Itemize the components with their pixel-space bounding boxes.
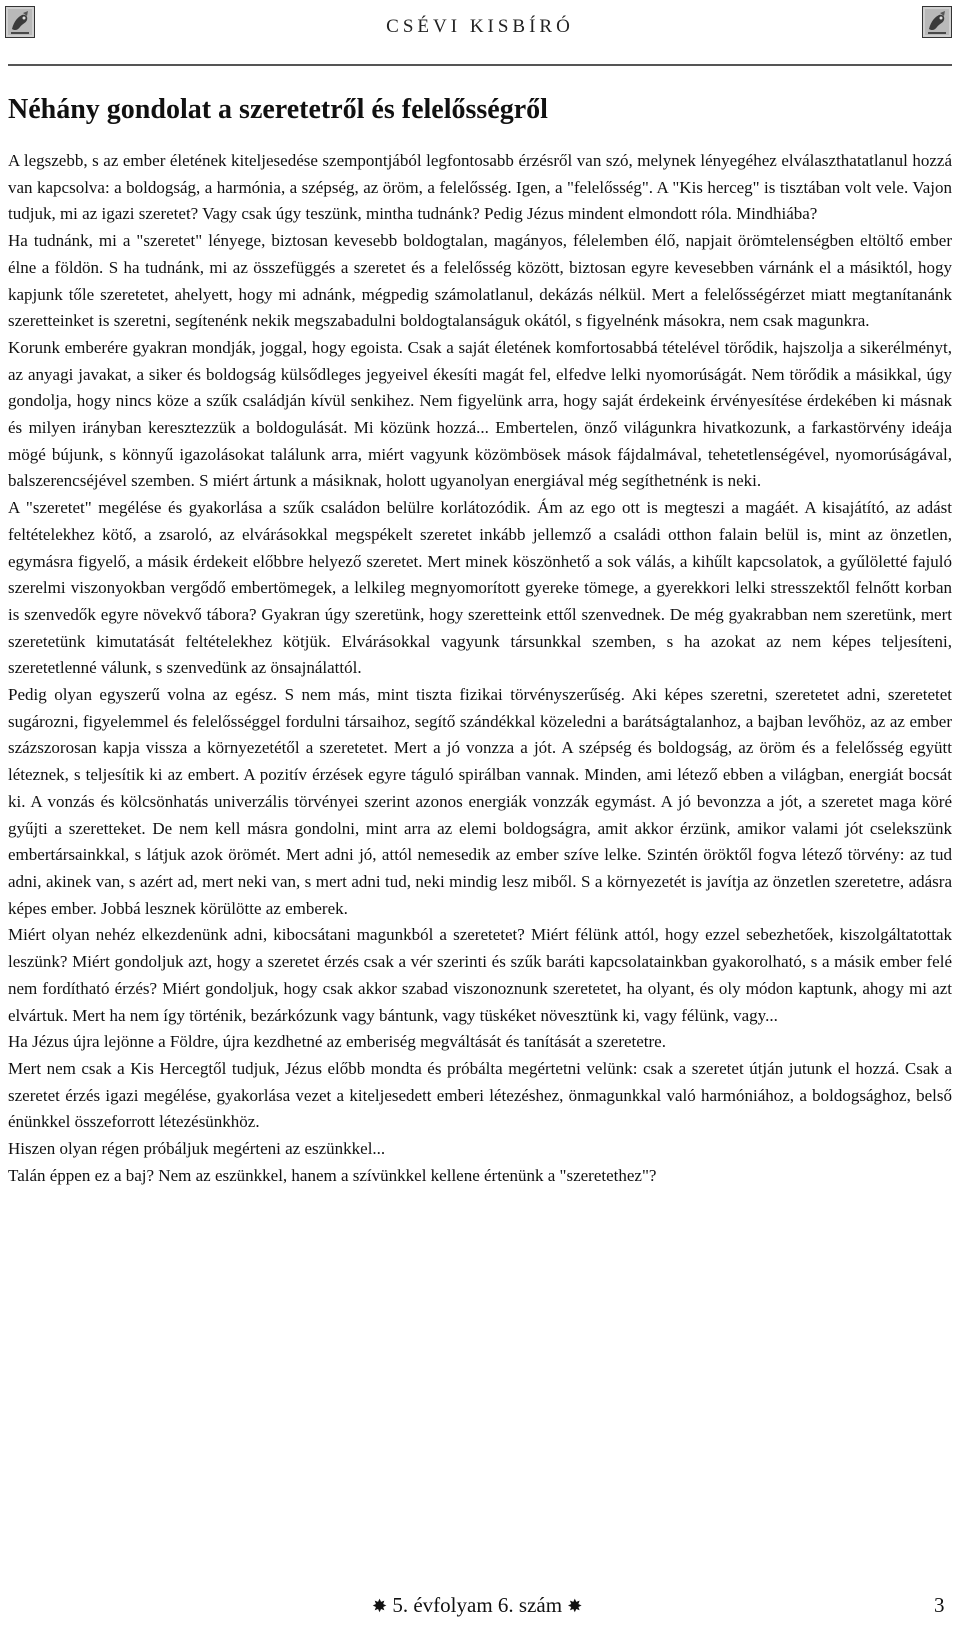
article-paragraph: Pedig olyan egyszerű volna az egész. S nem más, mint tiszta fizikai törvényszerűség. Aki képes szeretni, szeretetet adni, szeretetet sugározni, figyelemmel és felelősséggel fordulni társaihoz, segítő szándékkal közeledni a barátságtalanhoz, a bajban levőhöz, az az ember százszorosan kapja vissza a környezetétől a szeretetet. Mert a jó vonzza a jót. A szépség és boldogság, az öröm és a felelősség együtt léteznek, s teljesítik ki az embert. A pozitív érzések egyre táguló spirálban vannak. Minden, ami létező ebben a világban, energiát bocsát ki. A vonzás és kölcsönhatás univerzális törvényei szerint azonos energiák vonzzák egymást. A jó bevonzza a jót, a szeretet maga köré gyűjti a szeretteket. De nem kell másra gondolni, mint arra az elemi boldogságra, amit akkor érzünk, amikor valami jót cselekszünk embertársainkkal, s látjuk azok örömét. Mert adni jó, attól nemesedik az ember szíve lelke. Szintén öröktől fogva létező törvény: az tud adni, akinek van, s azért ad, mert neki van, s mert adni tud, neki mindig lesz miből. S a környezetét is javítja az önzetlen szeretetre, adásra képes ember. Jobbá lesznek körülötte az emberek. [8,685,952,918]
article-paragraph: A legszebb, s az ember életének kiteljesedése szempontjából legfontosabb érzésről van szó, melynek lényegéhez elválaszthatatlanul hozzá van kapcsolva: a boldogság, a harmónia, a szépség, az öröm, a felelősség. Igen, a "felelősség". A "Kis herceg" is tisztában volt vele. Vajon tudjuk, mi az igazi szeretet? Vagy csak úgy teszünk, mintha tudnánk? Pedig Jézus mindent elmondott róla. Mindhiába? [8,151,952,224]
header-divider [8,64,952,66]
article-body [8,148,952,1189]
article-paragraph: Talán éppen ez a baj? Nem az eszünkkel, hanem a szívünkkel kellene értenünk a "szeretethez"? [8,1165,657,1185]
article-paragraph: Mert nem csak a Kis Hercegtől tudjuk, Jézus előbb mondta és próbálta megértetni velünk: csak a szeretet útján jutunk el hozzá. Csak a szeretet érzés igazi megélése, gyakorlása vezet a kiteljesedett emberi létezéshez, önmagunkkal való harmóniához, a boldogsághoz, belső énünkkel összeforrott létezésünkhöz. [8,1058,952,1132]
running-title: CSÉVI KISBÍRÓ [386,16,574,37]
issue-footer [372,1593,582,1618]
article-title: Néhány gondolat a szeretetről és felelősségről [8,94,548,125]
article-paragraph: Hiszen olyan régen próbáljuk megérteni az eszünkkel... [8,1139,386,1159]
star-icon: ✸ [372,1596,388,1616]
star-icon: ✸ [567,1596,583,1616]
issue-label: 5. évfolyam 6. szám [392,1593,563,1617]
page-number: 3 [934,1593,945,1617]
article-paragraph: Ha Jézus újra lejönne a Földre, újra kezdhetné az emberiség megváltását és tanítását a szeretetre. [8,1032,666,1052]
page-header [0,0,960,64]
article-paragraph: Ha tudnánk, mi a "szeretet" lényege, biztosan kevesebb boldogtalan, magányos, félelemben élő, napjait örömtelenségben eltöltő ember élne a földön. S ha tudnánk, mi az összefüggés a szeretet és a felelősség között, biztosan egyre kevesebben várnánk el a másiktól, hogy kapjunk tőle szeretetet, ahelyett, hogy mi adnánk, mégpedig számolatlanul, dekázás nélkül. Mert a felelősségérzet miatt megtanítanánk szeretteinket is szeretni, segítenénk nekik megszabadulni boldogtalanságuk okától, s figyelnénk másokra, nem csak magunkra. [8,231,952,331]
emblem-icon [922,6,952,38]
article-paragraph: A "szeretet" megélése és gyakorlása a szűk családon belülre korlátozódik. Ám az ego ott is megteszi a magáét. A kisajátító, az adást feltételekhez kötő, a zsaroló, az elvárásokkal megspékelt szeretet inkább jellemző a családi otthon falain belül is, mint az önzetlen, egymásra figyelő, a másik érdekeit előbbre helyező szeretet. Mert minek köszönhető a sok válás, a kihűlt kapcsolatok, a gyűlöletté fajuló szerelmi viszonyokban vergődő embertömegek, a lelkileg megnyomorított gyereke tömege, a gyerekkori lelki stresszektől felnőtt korban is szenvedők egyre növekvő tábora? Gyakran úgy szeretünk, hogy szeretteink ettől szenvednek. De még gyakrabban nem szeretünk, mert szeretetünk kimutatását feltételekhez kötjük. Elvárásokkal vagyunk társunkkal szemben, s ha azokat az nem képes teljesíteni, szeretetlenné válunk, s szenvedünk az önsajnálattól. [8,498,952,678]
article-paragraph: Miért olyan nehéz elkezdenünk adni, kibocsátani magunkból a szeretetet? Miért félünk attól, hogy ezzel sebezhetőek, kiszolgáltatottak leszünk? Miért gondoljuk azt, hogy a szeretet érzés csak a vér szerinti és szűk baráti kapcsolatainkban gyakorolható, s a másik ember felé nem fordítható érzés? Miért gondoljuk, hogy csak akkor szabad viszonoznunk szeretetet, ha olyant, és oly módon kaptunk, ahogy mi azt elvártuk. Mert ha nem így történik, bezárkózunk vagy bántunk, vagy tüskéket növesztünk ki, vagy félünk, vagy... [8,925,952,1025]
article-paragraph: Korunk emberére gyakran mondják, joggal, hogy egoista. Csak a saját életének komfortosabbá tételével törődik, hajszolja a sikerélményt, az anyagi javakat, a siker és boldogság külsődleges jegyeivel ékesíti magát fel, elfedve lelki nyomorúságát. Nem törődik a másikkal, úgy gondolja, hogy nincs köze a szűk családján kívül senkihez. Nem figyelünk arra, hogy saját érdekeink érvényesítése érdekében ki másnak és milyen irányban keresztezzük a boldogulását. Mi közünk hozzá... Embertelen, önző világunkra hivatkozunk, a farkastörvény ideája mögé bújunk, s könnyű igazolásokat találunk arra, miért vagyunk közömbösek mások fájdalmával, tehetetlenségével, nyomorúságával, balszerencséjével szemben. S miért ártunk a másiknak, holott ugyanolyan energiával még segíthetnénk is neki. [8,337,952,491]
